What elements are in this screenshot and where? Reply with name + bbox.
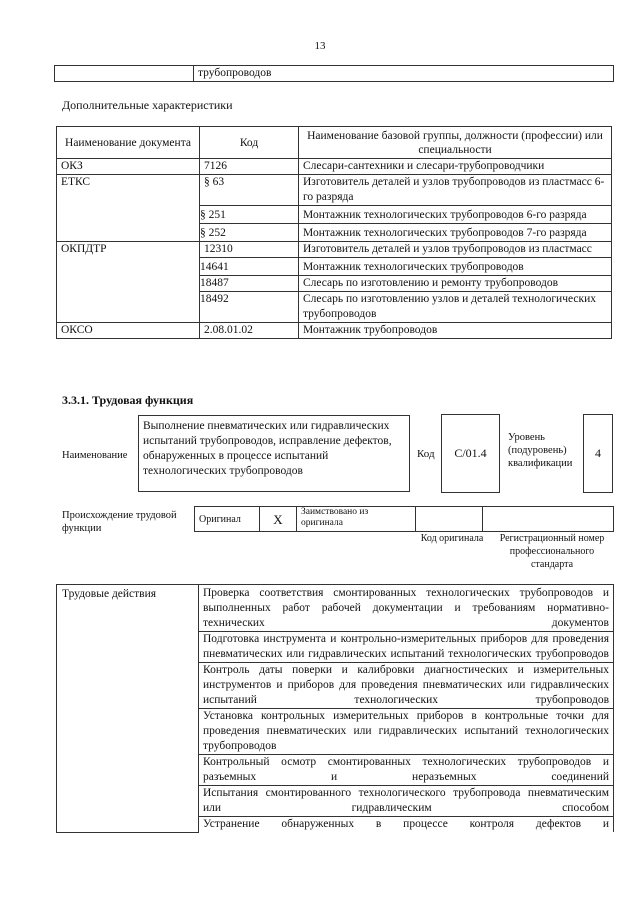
code-caption: Код оригинала [420, 533, 484, 544]
reg-number-cell [483, 507, 614, 532]
section-title: Дополнительные характеристики [62, 98, 233, 112]
table-row: § 252 Монтажник технологических трубопроводов 7-го разряда [57, 224, 612, 242]
table-row: ОКЗ 7126 Слесари-сантехники и слесари-трубопроводчики [57, 159, 612, 175]
function-code-label: Код [417, 448, 435, 460]
continuation-text: трубопроводов [194, 66, 614, 82]
table-row: ОКСО 2.08.01.02 Монтажник трубопроводов [57, 323, 612, 339]
qualification-level-label: Уровень (подуровень) квалификации [508, 432, 573, 469]
origin-table [194, 506, 614, 532]
header-doc: Наименование документа [57, 127, 200, 159]
labor-actions-table [56, 584, 614, 833]
characteristics-table [56, 126, 612, 339]
function-title: 3.3.1. Трудовая функция [62, 393, 194, 407]
action-item: Подготовка инструмента и контрольно-измерительных приборов для проведения пневматических или гидравлических испытаний технологических трубопроводов [199, 632, 614, 663]
table-row: 18487 Слесарь по изготовлению и ремонту трубопроводов [57, 276, 612, 292]
original-code-cell [416, 507, 483, 532]
table-row: 14641 Монтажник технологических трубопроводов [57, 258, 612, 276]
original-mark: X [260, 507, 297, 532]
function-name-box: Выполнение пневматических или гидравлических испытаний трубопроводов, исправление дефектов, обнаруженных в процессе испытаний технологических трубопроводов [138, 415, 410, 492]
actions-label: Трудовые действия [57, 585, 199, 833]
table-row: 18492 Слесарь по изготовлению узлов и деталей технологических трубопроводов [57, 292, 612, 323]
table-row: ЕТКС § 63 Изготовитель деталей и узлов трубопроводов из пластмасс 6-го разряда [57, 175, 612, 206]
borrowed-label: Заимствовано из оригинала [297, 507, 416, 532]
function-name-label: Наименование [62, 450, 128, 461]
action-item: Контроль даты поверки и калибровки диагностических и измерительных инструментов и приборов для проведения пневматических или гидравлических испытаний технологических трубопроводов [199, 663, 614, 709]
page-number: 13 [314, 40, 326, 52]
continuation-row [54, 65, 614, 82]
reg-caption: Регистрационный номер профессионального стандарта [499, 533, 605, 570]
original-label: Оригинал [195, 507, 260, 532]
table-row: § 251 Монтажник технологических трубопроводов 6-го разряда [57, 206, 612, 224]
header-name: Наименование базовой группы, должности (профессии) или специальности [299, 127, 612, 159]
action-item: Проверка соответствия смонтированных технологических трубопроводов и выполненных работ рабочей документации и требованиям нормативно-технических документов [199, 585, 614, 632]
action-item: Устранение обнаруженных в процессе контроля дефектов и [199, 817, 614, 833]
action-item: Контрольный осмотр смонтированных технологических трубопроводов и разъемных и неразъемных соединений [199, 755, 614, 786]
table-row: ОКПДТР 12310 Изготовитель деталей и узлов трубопроводов из пластмасс [57, 242, 612, 258]
function-code-box: C/01.4 [441, 414, 500, 493]
origin-label: Происхождение трудовой функции [62, 510, 177, 534]
qualification-level-box: 4 [583, 414, 613, 493]
action-item: Установка контрольных измерительных приборов в контрольные точки для проведения пневматических или гидравлических испытаний технологических трубопроводов [199, 709, 614, 755]
action-item: Испытания смонтированного технологического трубопровода пневматическим или гидравлическим способом [199, 786, 614, 817]
header-code: Код [200, 127, 299, 159]
